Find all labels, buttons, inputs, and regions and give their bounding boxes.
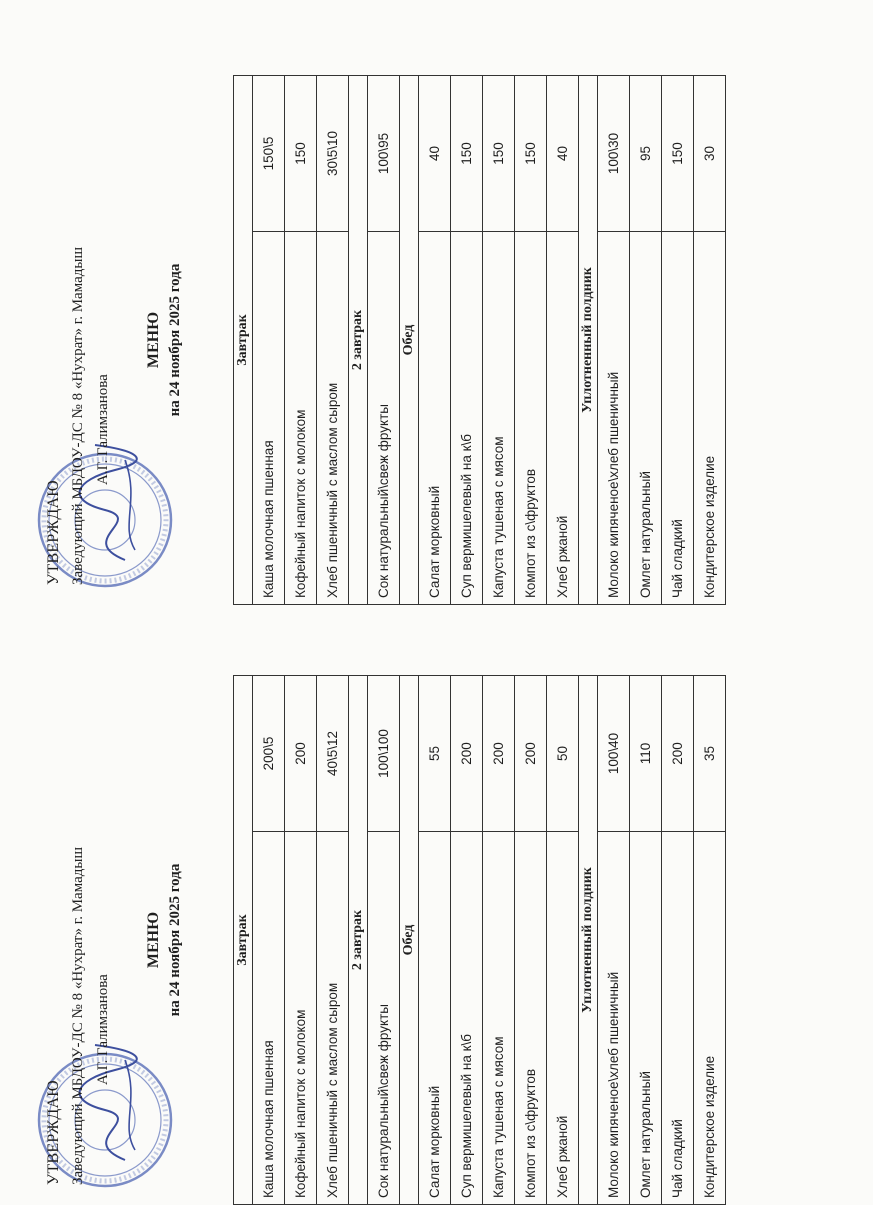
dish-name: Хлеб ржаной [547,232,579,605]
menu-table [233,75,726,605]
dish-name: Хлеб пшеничный с маслом сыром [317,232,349,605]
table-row [662,76,694,605]
head-name-line: А.Г. Галимзанова [95,974,111,1085]
dish-portion: 50 [547,676,579,832]
dish-portion: 200 [451,676,483,832]
dish-name: Салат морковный [419,832,451,1205]
dish-name: Кондитерское изделие [694,832,726,1205]
section-row [400,676,419,1205]
head-position-line: Заведующий МБДОУ-ДС № 8 «Нухрат» г. Мамадыш [70,246,86,585]
dish-name: Омлет натуральный [630,832,662,1205]
menu-header [5,675,215,1205]
dish-name: Компот из с\фруктов [515,832,547,1205]
head-position-line: Заведующий МБДОУ-ДС № 8 «Нухрат» г. Мамадыш [70,846,86,1185]
table-row [694,76,726,605]
section-row [579,76,598,605]
section-row [234,76,253,605]
dish-portion: 40 [419,76,451,232]
dish-name: Капуста тушеная с мясом [483,832,515,1205]
section-row [349,676,368,1205]
dish-portion: 200\5 [253,676,285,832]
dish-name: Кофейный напиток с молоком [285,832,317,1205]
dish-portion: 110 [630,676,662,832]
dish-portion: 55 [419,676,451,832]
dish-portion: 150 [483,76,515,232]
dish-portion: 100\30 [598,76,630,232]
dish-portion: 40\5\12 [317,676,349,832]
table-row [547,76,579,605]
dish-name: Капуста тушеная с мясом [483,232,515,605]
dish-portion: 150 [515,76,547,232]
table-row [483,676,515,1205]
section-row [349,76,368,605]
section-row [579,676,598,1205]
dish-name: Молоко кипяченое\хлеб пшеничный [598,232,630,605]
dish-portion: 95 [630,76,662,232]
dish-name: Хлеб пшеничный с маслом сыром [317,832,349,1205]
dish-portion: 30 [694,76,726,232]
table-row [253,76,285,605]
table-row [598,76,630,605]
table-row [451,76,483,605]
table-row [694,676,726,1205]
dish-portion: 150 [662,76,694,232]
dish-portion: 200 [515,676,547,832]
dish-name: Чай сладкий [662,232,694,605]
dish-portion: 200 [285,676,317,832]
menu-title: МЕНЮ [145,311,162,369]
section-row [400,76,419,605]
menu-copy-younger-group [5,675,805,1205]
dish-name: Салат морковный [419,232,451,605]
section-title: Уплотненный полдник [579,76,598,605]
dish-name: Кондитерское изделие [694,232,726,605]
dish-name: Хлеб ржаной [547,832,579,1205]
dish-portion: 100\95 [368,76,400,232]
table-row [515,676,547,1205]
dish-portion: 35 [694,676,726,832]
dish-name: Каша молочная пшенная [253,232,285,605]
head-name-line: А.Г. Галимзанова [95,374,111,485]
section-title: Обед [400,76,419,605]
table-row [630,76,662,605]
approval-label: УТВЕРЖДАЮ [45,480,62,585]
table-row [285,76,317,605]
table-row [368,76,400,605]
dish-name: Компот из с\фруктов [515,232,547,605]
dish-portion: 100\100 [368,676,400,832]
table-row [515,76,547,605]
table-row [419,76,451,605]
dish-portion: 40 [547,76,579,232]
table-row [547,676,579,1205]
dish-name: Каша молочная пшенная [253,832,285,1205]
table-row [662,676,694,1205]
dish-name: Чай сладкий [662,832,694,1205]
dish-name: Сок натуральный\свеж фрукты [368,232,400,605]
menu-header [5,75,215,605]
section-row [234,676,253,1205]
menu-date: на 24 ноября 2025 года [167,863,183,1017]
section-title: 2 завтрак [349,676,368,1205]
table-row [317,76,349,605]
dish-portion: 150 [451,76,483,232]
menu-table [233,675,726,1205]
table-row [317,676,349,1205]
dish-portion: 150 [285,76,317,232]
menu-title: МЕНЮ [145,911,162,969]
table-row [253,676,285,1205]
dish-portion: 30\5\10 [317,76,349,232]
table-row [419,676,451,1205]
section-title: Завтрак [234,676,253,1205]
menu-date: на 24 ноября 2025 года [167,263,183,417]
section-title: Уплотненный полдник [579,676,598,1205]
section-title: 2 завтрак [349,76,368,605]
table-row [483,76,515,605]
dish-portion: 200 [662,676,694,832]
table-row [285,676,317,1205]
table-row [598,676,630,1205]
menu-copy-older-group [5,75,805,605]
approval-label: УТВЕРЖДАЮ [45,1080,62,1185]
dish-name: Суп вермишелевый на к\б [451,832,483,1205]
dish-portion: 200 [483,676,515,832]
table-row [368,676,400,1205]
section-title: Завтрак [234,76,253,605]
dish-name: Омлет натуральный [630,232,662,605]
dish-name: Кофейный напиток с молоком [285,232,317,605]
dish-portion: 150\5 [253,76,285,232]
dish-name: Суп вермишелевый на к\б [451,232,483,605]
dish-name: Молоко кипяченое\хлеб пшеничный [598,832,630,1205]
table-row [451,676,483,1205]
dish-portion: 100\40 [598,676,630,832]
section-title: Обед [400,676,419,1205]
table-row [630,676,662,1205]
dish-name: Сок натуральный\свеж фрукты [368,832,400,1205]
